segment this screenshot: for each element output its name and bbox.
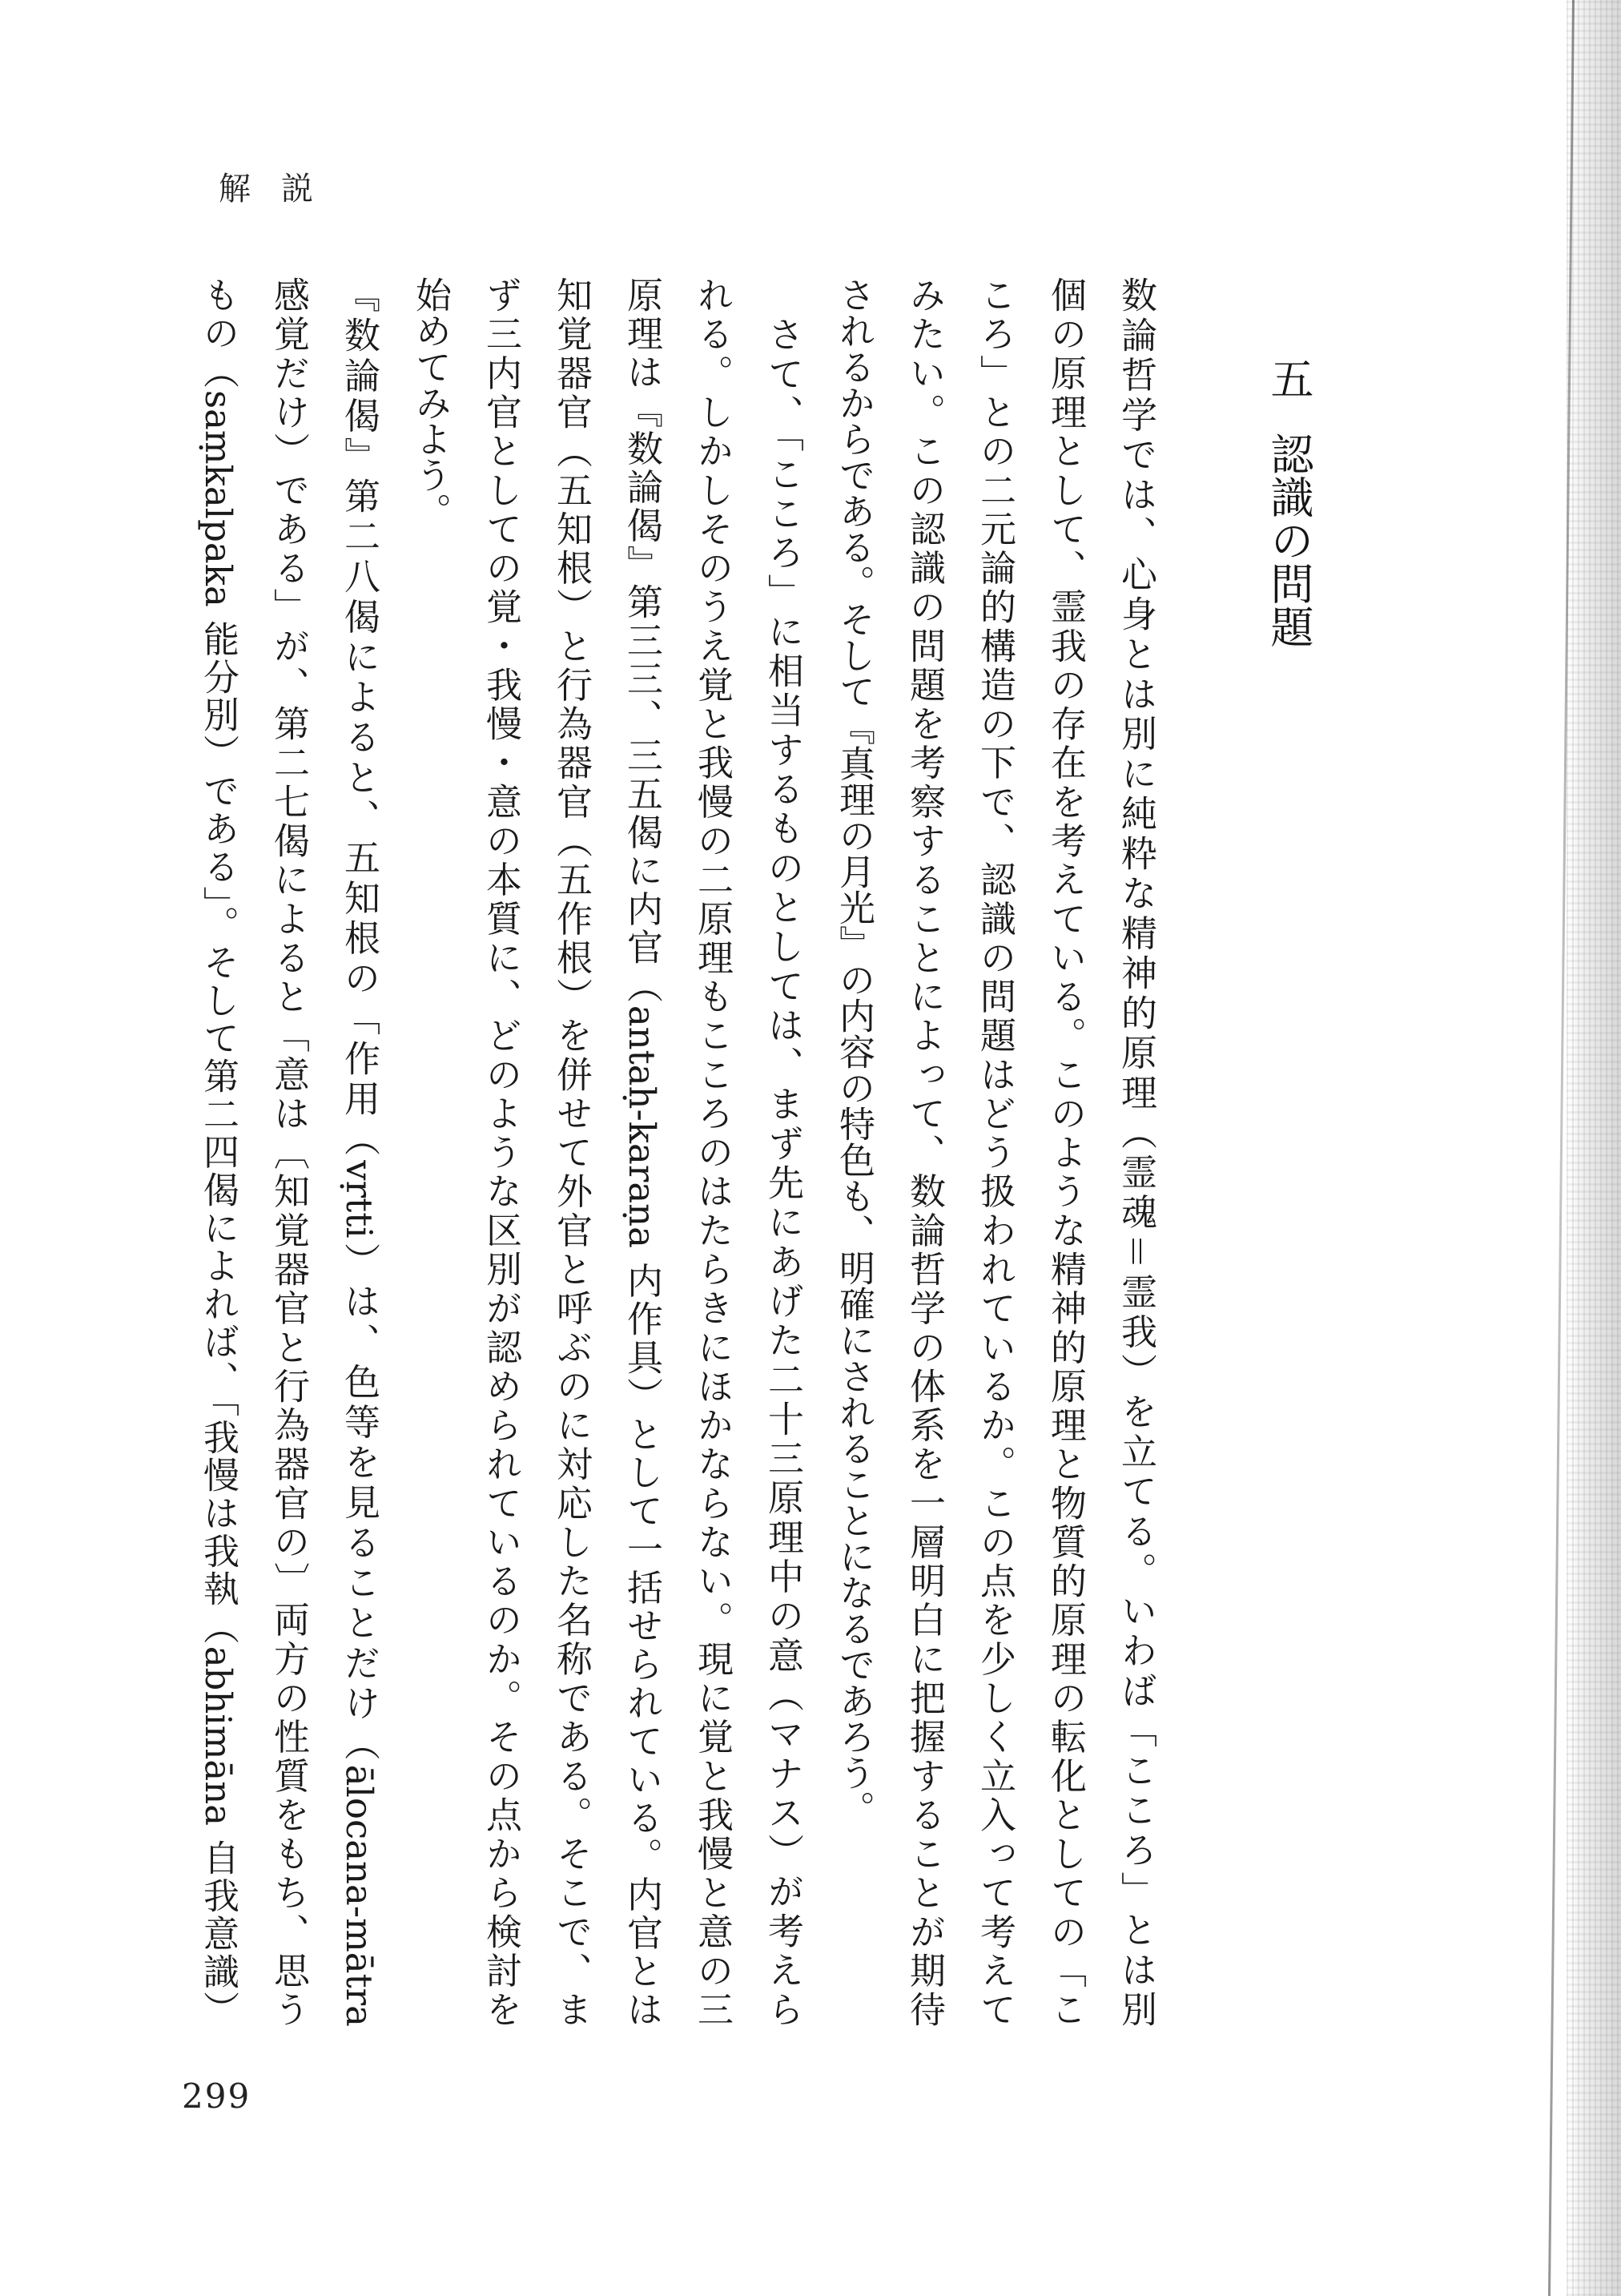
page-number: 299 bbox=[182, 2076, 251, 2116]
body-text-column: 知覚器官（五知根）と行為器官（五作根）を併せて外官と呼ぶのに対応した名称である。そこで、ま bbox=[550, 276, 593, 2027]
body-text-column: みたい。この認識の問題を考察することによって、数論哲学の体系を一層明白に把握することが期待 bbox=[903, 276, 946, 2027]
body-text-column: れる。しかしそのうえ覚と我慢の二原理もこころのはたらきにほかならない。現に覚と我慢と意の三 bbox=[691, 276, 734, 2027]
scan-edge-artifact bbox=[1567, 0, 1621, 2296]
body-text-column: 原理は『数論偈』第三三、三五偈に内官（antaḥ-karaṇa 内作具）として一括せられている。内官とは bbox=[621, 276, 663, 2027]
section-title: 認識の問題 bbox=[1264, 432, 1314, 648]
body-text-column: 『数論偈』第二八偈によると、五知根の「作用（vṛtti）は、色等を見ることだけ（ālocana-mātra bbox=[338, 276, 380, 2027]
body-text-column: 数論哲学では、心身とは別に純粋な精神的原理（霊魂＝霊我）を立てる。いわば「こころ」とは別 bbox=[1115, 276, 1157, 2027]
body-text-column: ころ」との二元論的構造の下で、認識の問題はどう扱われているか。この点を少しく立入って考えて bbox=[974, 276, 1016, 2027]
body-text-column: さて、「こころ」に相当するものとしては、まず先にあげた二十三原理中の意（マナス）が考えら bbox=[762, 276, 804, 2027]
body-text-column: されるからである。そして『真理の月光』の内容の特色も、明確にされることになるであろう。 bbox=[833, 276, 875, 1827]
section-number: 五 bbox=[1264, 356, 1314, 400]
body-text-column: ず三内官としての覚・我慢・意の本質に、どのような区別が認められているのか。その点から検討を bbox=[480, 276, 522, 2027]
body-text-column: もの（saṃkalpaka 能分別）である」。そして第二四偈によれば、「我慢は我執（abhimāna 自我意識） bbox=[197, 276, 239, 2027]
body-text-column: 始めてみよう。 bbox=[409, 276, 452, 529]
body-text-column: 個の原理として、霊我の存在を考えている。このような精神的原理と物質的原理の転化としての「こ bbox=[1044, 276, 1087, 2027]
body-text-column: 感覚だけ）である」が、第二七偈によると「意は〔知覚器官と行為器官の〕両方の性質をもち、思う bbox=[267, 276, 310, 2027]
running-head: 解説 bbox=[219, 171, 344, 207]
